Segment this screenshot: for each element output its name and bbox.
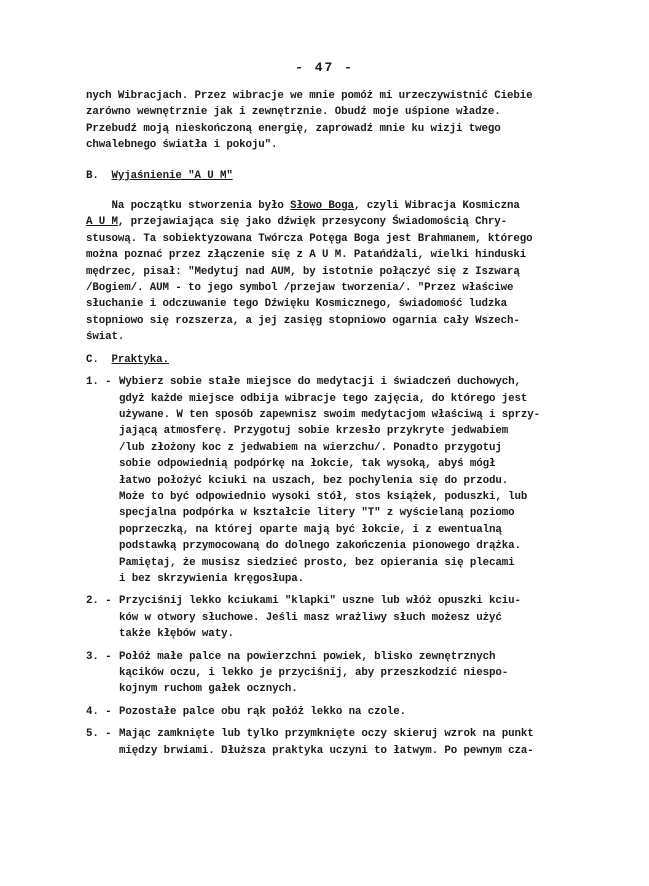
intro-paragraph	[86, 88, 596, 154]
section-c-title: Praktyka.	[111, 353, 169, 366]
text-line: ków w otwory słuchowe. Jeśli masz wrażliwy słuch możesz użyć	[119, 611, 502, 624]
item-number: 5. -	[86, 728, 112, 741]
section-b-heading	[86, 168, 596, 184]
text-line: stusową. Ta sobiektyzowana Twórcza Potęga Boga jest Brahmanem, którego	[86, 232, 533, 245]
list-item	[86, 704, 596, 720]
page-number: - 47 -	[295, 60, 354, 75]
text-line: poprzeczką, na której oparte mają być łokcie, i z ewentualną	[119, 523, 502, 536]
text-line: łatwo położyć kciuki na uszach, bez pochylenia się do przodu.	[119, 474, 509, 487]
text-line: /Bogiem/. AUM - to jego symbol /przejaw tworzenia/. "Przez właściwe	[86, 282, 514, 295]
list-item	[86, 374, 596, 587]
section-b-paragraph	[86, 198, 596, 346]
text-line: podstawką przymocowaną do dolnego zakończenia pionowego drążka.	[119, 540, 521, 553]
text-line: Pozostałe palce obu rąk połóż lekko na czole.	[119, 705, 407, 718]
list-item	[86, 593, 596, 642]
text-line: także kłębów waty.	[119, 628, 234, 641]
list-item	[86, 726, 596, 759]
section-b-title: Wyjaśnienie "A U M"	[111, 169, 233, 182]
section-b-label: B.	[86, 169, 99, 182]
text-line: Połóż małe palce na powierzchni powiek, blisko zewnętrznych	[119, 650, 496, 663]
text-line: A U M, przejawiająca się jako dźwięk przesycony Świadomością Chry-	[86, 216, 508, 229]
text-line: Przebudź moją nieskończoną energię, zaprowadź mnie ku wizji twego	[86, 122, 501, 135]
text-line: Wybierz sobie stałe miejsce do medytacji i świadczeń duchowych,	[119, 376, 521, 389]
text-line: używane. W ten sposób zapewnisz swoim medytacjom właściwą i sprzy-	[119, 408, 541, 421]
text-line: gdyż każde miejsce odbija wibracje tego zajęcia, do którego jest	[119, 392, 528, 405]
text-line: Może to być odpowiednio wysoki stół, stos książek, poduszki, lub	[119, 490, 528, 503]
text-line: Na początku stworzenia było Słowo Boga, czyli Wibracja Kosmiczna	[86, 200, 520, 213]
text-line: kojnym ruchom gałek ocznych.	[119, 683, 298, 696]
text-line: stopniowo się rozszerza, a jej zasięg stopniowo ogarnia cały Wszech-	[86, 314, 520, 327]
text-line: mędrzec, pisał: "Medytuj nad AUM, by istotnie połączyć się z Iszwarą	[86, 265, 520, 278]
section-c-label: C.	[86, 353, 99, 366]
section-c-heading	[86, 352, 596, 368]
text-line: Pamiętaj, że musisz siedzieć prosto, bez opierania się plecami	[119, 556, 515, 569]
item-number: 1. -	[86, 376, 112, 389]
text-line: specjalna podpórka w kształcie litery "T" z wyścielaną poziomo	[119, 507, 515, 520]
item-number: 3. -	[86, 650, 112, 663]
text-line: można poznać przez złączenie się z A U M. Patańdżali, wielki hinduski	[86, 249, 527, 262]
text-line: świat.	[86, 331, 125, 344]
text-line: zarówno wewnętrznie jak i zewnętrznie. Obudź moje uśpione władze.	[86, 106, 501, 119]
page-content	[86, 88, 596, 759]
item-number: 2. -	[86, 595, 112, 608]
text-line: słuchanie i odczuwanie tego Dźwięku Kosmicznego, świadomość ludzka	[86, 298, 508, 311]
text-line: kącików oczu, i lekko je przyciśnij, aby przeszkodzić niespo-	[119, 667, 509, 679]
item-number: 4. -	[86, 705, 112, 718]
text-line: sobie odpowiednią podpórkę na łokcie, tak wysoką, abyś mógł	[119, 458, 496, 471]
text-line: chwalebnego światła i pokoju".	[86, 139, 278, 152]
text-line: Przyciśnij lekko kciukami "klapki" uszne lub włóż opuszki kciu-	[119, 595, 521, 608]
text-line: /lub złożony koc z jedwabiem na wierzchu/. Ponadto przygotuj	[119, 441, 502, 454]
text-line: nych Wibracjach. Przez wibracje we mnie pomóż mi urzeczywistnić Ciebie	[86, 90, 533, 102]
text-line: między brwiami. Dłuższa praktyka uczyni to łatwym. Po pewnym cza-	[119, 744, 534, 757]
text-line: jającą atmosferę. Przygotuj sobie krzesło przykryte jedwabiem	[119, 425, 509, 438]
text-line: i bez skrzywienia kręgosłupa.	[119, 572, 304, 585]
list-item	[86, 649, 596, 698]
text-line: Mając zamknięte lub tylko przymknięte oczy skieruj wzrok na punkt	[119, 728, 534, 741]
